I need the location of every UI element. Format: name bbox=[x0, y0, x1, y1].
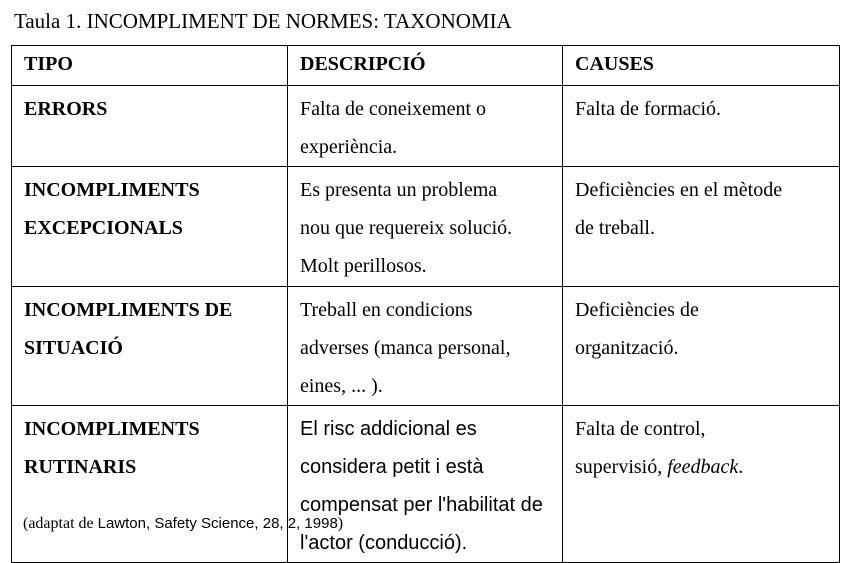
descripcio-cell bbox=[288, 167, 563, 287]
footnote-source: Lawton, Safety Science, 28, 2, 1998 bbox=[97, 515, 338, 532]
table-header-row bbox=[12, 46, 840, 86]
cell-line: de treball. bbox=[575, 217, 655, 239]
cell-text: . bbox=[738, 456, 744, 478]
source-footnote bbox=[23, 514, 343, 534]
cell-line: nou que requereix solució. bbox=[300, 217, 513, 239]
table-row bbox=[12, 86, 840, 167]
cell-line: Treball en condicions bbox=[300, 299, 473, 321]
cell-text: supervisió, bbox=[575, 456, 668, 478]
causes-cell bbox=[563, 406, 840, 563]
cell-line bbox=[575, 448, 831, 486]
cell-line: Falta de formació. bbox=[575, 98, 722, 120]
header-causes: CAUSES bbox=[563, 46, 840, 86]
cell-line: Falta de control, bbox=[575, 418, 706, 440]
cell-line: INCOMPLIMENTS bbox=[24, 418, 200, 440]
causes-cell bbox=[563, 287, 840, 406]
cell-line: Molt perillosos. bbox=[300, 255, 427, 277]
table-row bbox=[12, 406, 840, 563]
cell-line: ERRORS bbox=[24, 98, 108, 120]
cell-italic-text: feedback bbox=[667, 456, 739, 478]
cell-line: EXCEPCIONALS bbox=[24, 217, 183, 239]
cell-line: compensat per l'habilitat de bbox=[300, 494, 543, 516]
table-caption: Taula 1. INCOMPLIMENT DE NORMES: TAXONOMIA bbox=[14, 9, 512, 33]
descripcio-cell bbox=[288, 287, 563, 406]
tipo-cell bbox=[12, 287, 288, 406]
cell-line: INCOMPLIMENTS DE bbox=[24, 299, 233, 321]
header-tipo: TIPO bbox=[12, 46, 288, 86]
cell-line: l'actor (conducció). bbox=[300, 532, 468, 554]
cell-line: Es presenta un problema bbox=[300, 179, 498, 201]
cell-line: El risc addicional es bbox=[300, 418, 477, 440]
cell-line: INCOMPLIMENTS bbox=[24, 179, 200, 201]
footnote-close: ) bbox=[337, 515, 344, 532]
header-descripcio: DESCRIPCIÓ bbox=[288, 46, 563, 86]
causes-cell bbox=[563, 167, 840, 287]
tipo-cell bbox=[12, 406, 288, 563]
causes-cell bbox=[563, 86, 840, 167]
table-row bbox=[12, 167, 840, 287]
descripcio-cell bbox=[288, 86, 563, 167]
cell-line: eines, ... ). bbox=[300, 375, 383, 397]
cell-line: SITUACIÓ bbox=[24, 337, 123, 359]
cell-line: considera petit i està bbox=[300, 456, 484, 478]
cell-line: organització. bbox=[575, 337, 679, 359]
cell-line: RUTINARIS bbox=[24, 456, 137, 478]
cell-line: Deficiències en el mètode bbox=[575, 179, 783, 201]
tipo-cell bbox=[12, 86, 288, 167]
tipo-cell bbox=[12, 167, 288, 287]
cell-line: Falta de coneixement o bbox=[300, 98, 487, 120]
cell-line: Deficiències de bbox=[575, 299, 699, 321]
table-row bbox=[12, 287, 840, 406]
cell-line: adverses (manca personal, bbox=[300, 337, 511, 359]
taxonomy-table bbox=[11, 45, 840, 563]
cell-line: experiència. bbox=[300, 136, 398, 158]
descripcio-cell bbox=[288, 406, 563, 563]
footnote-open: (adaptat de bbox=[23, 515, 98, 532]
